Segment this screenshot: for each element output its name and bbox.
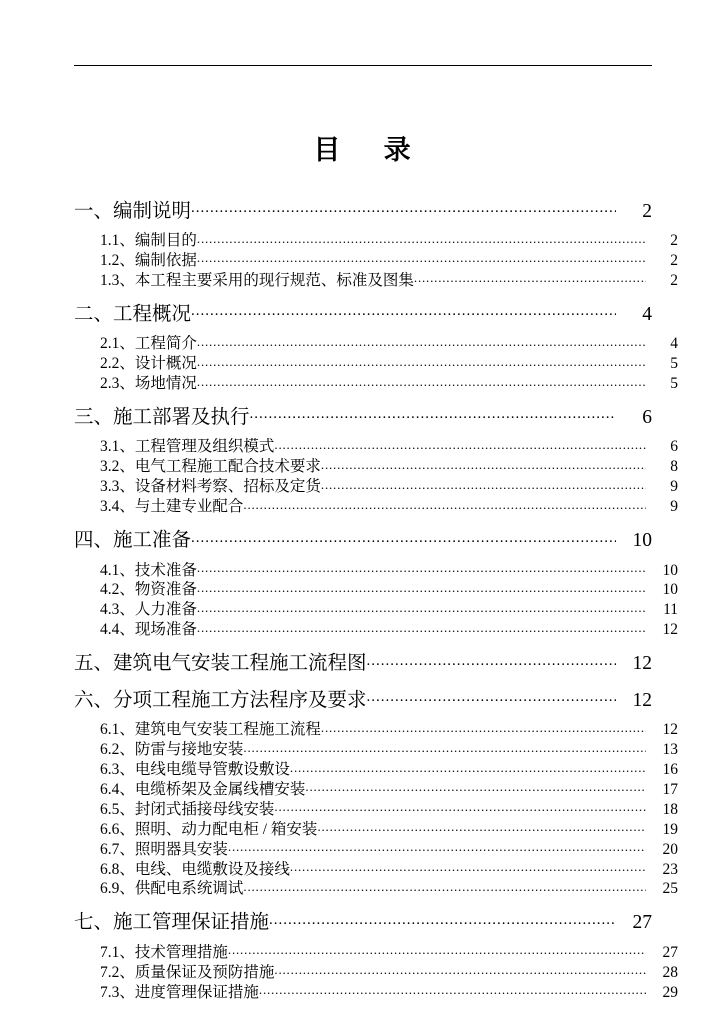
toc-dot-leader: [367, 650, 616, 670]
toc-entry-label: 五、建筑电气安装工程施工流程图: [74, 653, 367, 675]
toc-entry[interactable]: [74, 249, 678, 269]
toc-dot-leader: [191, 527, 616, 547]
toc-dot-leader: [321, 719, 646, 735]
toc-dot-leader: [197, 579, 646, 595]
toc-entry[interactable]: [74, 269, 678, 289]
toc-dot-leader: [321, 456, 646, 472]
toc-entry-label: 2.2、设计概况: [100, 355, 197, 373]
toc-entry[interactable]: [74, 456, 678, 476]
toc-entry[interactable]: [74, 941, 678, 961]
toc-entry[interactable]: [74, 436, 678, 456]
toc-entry-label: 一、编制说明: [74, 200, 192, 222]
toc-dot-leader: [250, 403, 616, 423]
toc-entry-label: 4.1、技术准备: [100, 561, 197, 579]
toc-page-number: 5: [670, 355, 678, 373]
toc-page-number: 29: [662, 983, 678, 1001]
toc-dot-leader: [197, 619, 646, 635]
toc-entry-label: 3.4、与土建专业配合: [100, 498, 244, 516]
toc-entry-label: 4.3、人力准备: [100, 601, 197, 619]
toc-entry[interactable]: [74, 759, 678, 779]
toc-entry-label: 2.1、工程简介: [100, 335, 197, 353]
toc-entry[interactable]: [74, 300, 652, 326]
toc-page-number: 12: [632, 653, 652, 675]
toc-dot-leader: [317, 818, 646, 834]
toc-dot-leader: [290, 858, 646, 874]
toc-dot-leader: [274, 961, 646, 977]
toc-entry-label: 1.3、本工程主要采用的现行规范、标准及图集: [100, 271, 414, 289]
toc-entry[interactable]: [74, 778, 678, 798]
toc-dot-leader: [274, 798, 646, 814]
toc-entry[interactable]: [74, 476, 678, 496]
toc-entry[interactable]: [74, 373, 678, 393]
toc-page-number: 28: [662, 963, 678, 981]
toc-page-number: 2: [670, 232, 678, 249]
toc-entry-label: 6.8、电线、电缆敷设及接线: [100, 860, 290, 878]
toc-page-number: 8: [670, 458, 678, 476]
toc-page-number: 19: [662, 820, 678, 838]
toc-dot-leader: [321, 476, 646, 492]
toc-entry-label: 7.1、技术管理措施: [100, 943, 228, 961]
toc-dot-leader: [197, 353, 646, 369]
toc-entry[interactable]: [74, 496, 678, 516]
toc-dot-leader: [197, 333, 646, 349]
toc-entry[interactable]: [74, 981, 678, 1001]
toc-entry[interactable]: [74, 719, 678, 739]
toc-entry-label: 4.2、物资准备: [100, 581, 197, 599]
toc-dot-leader: [197, 249, 646, 265]
toc-page-number: 5: [670, 375, 678, 393]
toc-page-number: 16: [662, 761, 678, 778]
toc-page-number: 11: [663, 601, 678, 619]
toc-dot-leader: [269, 909, 616, 929]
toc-page-number: 9: [670, 498, 678, 516]
toc-entry-label: 2.3、场地情况: [100, 375, 197, 393]
toc-entry-label: 四、施工准备: [74, 530, 192, 552]
toc-page-number: 4: [642, 303, 652, 325]
toc-entry[interactable]: [74, 650, 652, 676]
toc-page-number: 12: [662, 621, 678, 639]
toc-page-number: 25: [662, 880, 678, 898]
toc-entry-label: 6.3、电线电缆导管敷设敷设: [100, 761, 290, 778]
toc-dot-leader: [243, 496, 646, 512]
toc-page-number: 2: [642, 200, 652, 222]
toc-page-number: 10: [662, 581, 678, 599]
toc-page-number: 6: [642, 406, 652, 428]
header-rule: [74, 65, 652, 66]
toc-entry-label: 二、工程概况: [74, 303, 192, 325]
toc-page-number: 10: [662, 561, 678, 579]
toc-entry-label: 6.6、照明、动力配电柜 / 箱安装: [100, 820, 318, 838]
toc-dot-leader: [414, 269, 646, 285]
toc-entry-label: 六、分项工程施工方法程序及要求: [74, 689, 367, 711]
toc-dot-leader: [197, 599, 646, 615]
toc-dot-leader: [290, 759, 646, 775]
toc-entry-label: 7.3、进度管理保证措施: [100, 983, 259, 1001]
toc-dot-leader: [228, 941, 646, 957]
toc-page-number: 12: [662, 721, 678, 739]
toc-entry-label: 7.2、质量保证及预防措施: [100, 963, 275, 981]
toc-entry[interactable]: [74, 818, 678, 838]
toc-entry[interactable]: [74, 403, 652, 429]
toc-entry-label: 1.2、编制依据: [100, 251, 197, 269]
toc-entry[interactable]: [74, 961, 678, 981]
toc-entry[interactable]: [74, 599, 678, 619]
toc-entry[interactable]: [74, 579, 678, 599]
toc-page-number: 10: [632, 530, 652, 552]
toc-entry-label: 1.1、编制目的: [100, 232, 197, 249]
toc-dot-leader: [191, 197, 616, 217]
toc-entry-label: 三、施工部署及执行: [74, 406, 250, 428]
toc-dot-leader: [228, 838, 646, 854]
toc-page-number: 6: [670, 438, 678, 456]
toc-entry[interactable]: [74, 686, 652, 712]
toc-entry-label: 3.2、电气工程施工配合技术要求: [100, 458, 321, 476]
toc-page-number: 18: [662, 800, 678, 818]
toc-entry[interactable]: [74, 333, 678, 353]
toc-page-number: 13: [662, 741, 678, 759]
toc-page-number: 2: [670, 271, 678, 289]
toc-page-number: 12: [632, 689, 652, 711]
toc-dot-leader: [243, 878, 646, 894]
toc-page-number: 9: [670, 478, 678, 496]
toc-entry[interactable]: [74, 798, 678, 818]
toc-entry-label: 七、施工管理保证措施: [74, 912, 270, 934]
toc-page-number: 2: [670, 251, 678, 269]
toc-entry[interactable]: [74, 838, 678, 858]
toc-dot-leader: [367, 686, 616, 706]
toc-entry[interactable]: [74, 878, 678, 898]
toc-entry-label: 3.1、工程管理及组织模式: [100, 438, 275, 456]
toc-entry[interactable]: [74, 909, 652, 935]
toc-entry-label: 6.4、电缆桥架及金属线槽安装: [100, 780, 306, 798]
table-of-contents: [74, 197, 678, 1001]
toc-entry[interactable]: [74, 858, 678, 878]
toc-entry-label: 6.9、供配电系统调试: [100, 880, 244, 898]
toc-dot-leader: [197, 230, 646, 246]
toc-entry-label: 6.1、建筑电气安装工程施工流程: [100, 721, 321, 739]
toc-entry[interactable]: [74, 527, 652, 553]
toc-dot-leader: [243, 739, 646, 755]
toc-entry-label: 6.5、封闭式插接母线安装: [100, 800, 275, 818]
toc-entry-label: 3.3、设备材料考察、招标及定货: [100, 478, 321, 496]
toc-dot-leader: [305, 778, 646, 794]
toc-entry-label: 6.7、照明器具安装: [100, 840, 228, 858]
toc-entry[interactable]: [74, 559, 678, 579]
toc-dot-leader: [259, 981, 646, 997]
toc-dot-leader: [197, 559, 646, 575]
toc-page-number: 27: [662, 943, 678, 961]
toc-entry-label: 6.2、防雷与接地安装: [100, 741, 244, 759]
toc-dot-leader: [274, 436, 646, 452]
toc-dot-leader: [197, 373, 646, 389]
page-title: 目 录: [313, 135, 419, 165]
toc-entry[interactable]: [74, 739, 678, 759]
toc-entry-label: 4.4、现场准备: [100, 621, 197, 639]
toc-page-number: 17: [662, 780, 678, 798]
toc-page-number: 4: [670, 335, 678, 353]
toc-page-number: 20: [662, 840, 678, 858]
toc-entry[interactable]: [74, 353, 678, 373]
toc-entry[interactable]: [74, 197, 652, 223]
toc-dot-leader: [191, 300, 616, 320]
toc-page-number: 23: [662, 860, 678, 878]
toc-entry[interactable]: [74, 619, 678, 639]
toc-page-number: 27: [632, 912, 652, 934]
toc-entry[interactable]: [74, 230, 678, 250]
